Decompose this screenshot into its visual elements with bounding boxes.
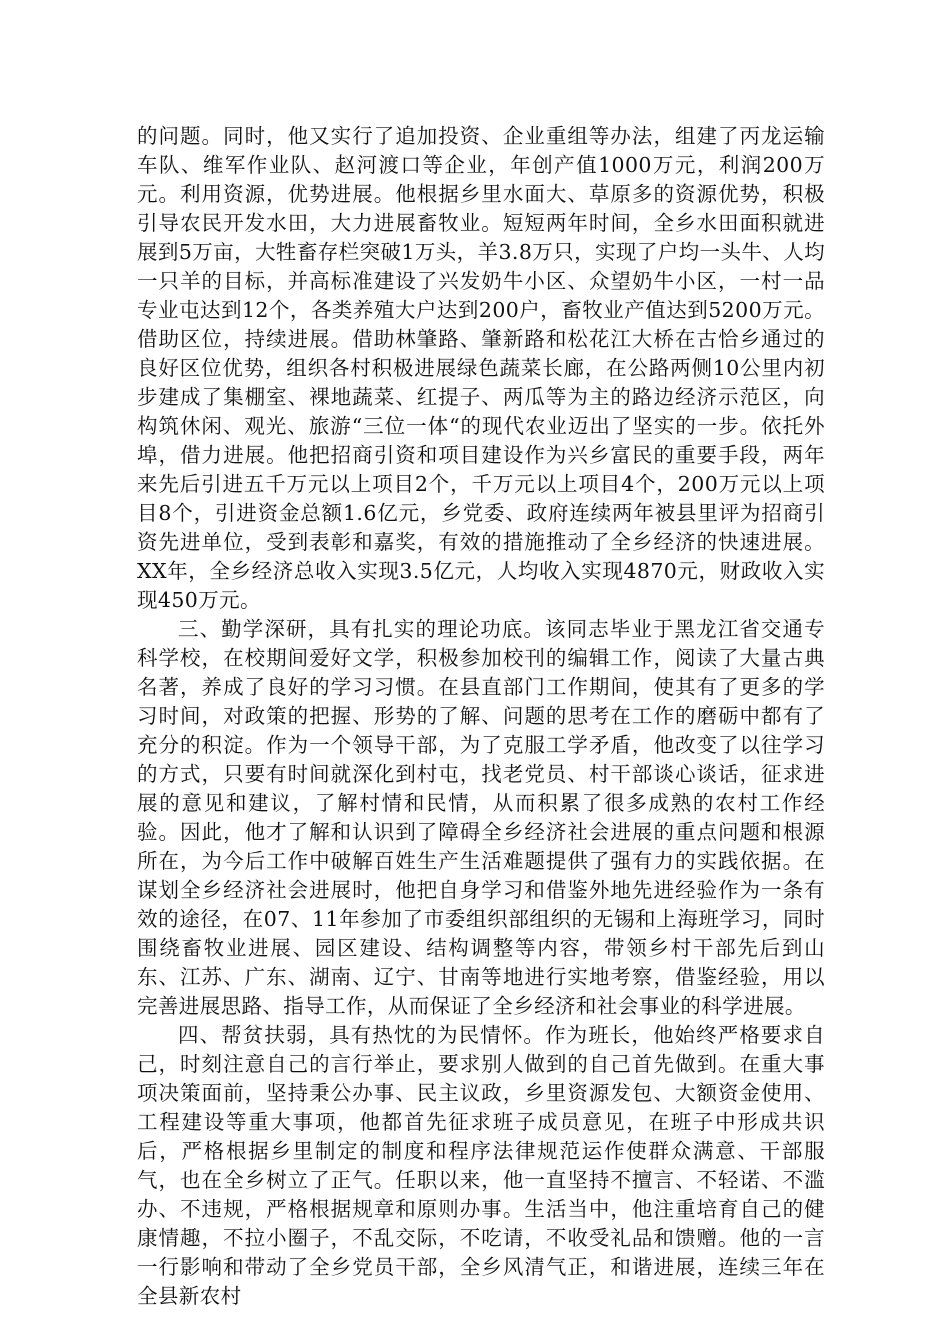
body-text (137, 122, 825, 1311)
paragraph-economy-development: 的问题。同时，他又实行了追加投资、企业重组等办法，组建了丙龙运输车队、维军作业队、赵河渡口等企业，年创产值1000万元，利润200万元。利用资源，优势进展。他根据乡里水面大、草原多的资源优势，积极引导农民开发水田，大力进展畜牧业。短短两年时间，全乡水田面积就进展到5万亩，大牲畜存栏突破1万头，羊3.8万只，实现了户均一头牛、人均一只羊的目标，并高标准建设了兴发奶牛小区、众望奶牛小区，一村一品专业屯达到12个，各类养殖大户达到200户，畜牧业产值达到5200万元。借助区位，持续进展。借助林肇路、肇新路和松花江大桥在古恰乡通过的良好区位优势，组织各村积极进展绿色蔬菜长廊，在公路两侧10公里内初步建成了集棚室、裸地蔬菜、红提子、两瓜等为主的路边经济示范区，向构筑休闲、观光、旅游“三位一体“的现代农业迈出了坚实的一步。依托外埠，借力进展。他把招商引资和项目建设作为兴乡富民的重要手段，两年来先后引进五千万元以上项目2个，千万元以上项目4个，200万元以上项目8个，引进资金总额1.6亿元，乡党委、政府连续两年被县里评为招商引资先进单位，受到表彰和嘉奖，有效的措施推动了全乡经济的快速进展。XX年，全乡经济总收入实现3.5亿元，人均收入实现4870元，财政收入实现450万元。 (137, 124, 825, 612)
paragraph-help-the-poor: 四、帮贫扶弱，具有热忱的为民情怀。作为班长，他始终严格要求自己，时刻注意自己的言行举止，要求别人做到的自己首先做到。在重大事项决策面前，坚持秉公办事、民主议政，乡里资源发包、大额资金使用、工程建设等重大事项，他都首先征求班子成员意见，在班子中形成共识后，严格根据乡里制定的制度和程序法律规范运作使群众满意、干部服气，也在全乡树立了正气。任职以来，他一直坚持不擅言、不轻诺、不滥办、不违规，严格根据规章和原则办事。生活当中，他注重培育自己的健康情趣，不拉小圈子，不乱交际，不吃请，不收受礼品和馈赠。他的一言一行影响和带动了全乡党员干部，全乡风清气正，和谐进展，连续三年在全县新农村 (137, 1023, 825, 1308)
paragraph-study-research: 三、勤学深研，具有扎实的理论功底。该同志毕业于黑龙江省交通专科学校，在校期间爱好文学，积极参加校刊的编辑工作，阅读了大量古典名著，养成了良好的学习习惯。在县直部门工作期间，使其有了更多的学习时间，对政策的把握、形势的了解、问题的思考在工作的磨砺中都有了充分的积淀。作为一个领导干部，为了克服工学矛盾，他改变了以往学习的方式，只要有时间就深化到村屯，找老党员、村干部谈心谈话，征求进展的意见和建议，了解村情和民情，从而积累了很多成熟的农村工作经验。因此，他才了解和认识到了障碍全乡经济社会进展的重点问题和根源所在，为今后工作中破解百姓生产生活难题提供了强有力的实践依据。在谋划全乡经济社会进展时，他把自身学习和借鉴外地先进经验作为一条有效的途径，在07、11年参加了市委组织部组织的无锡和上海班学习，同时围绕畜牧业进展、园区建设、结构调整等内容，带领乡村干部先后到山东、江苏、广东、湖南、辽宁、甘南等地进行实地考察，借鉴经验，用以完善进展思路、指导工作，从而保证了全乡经济和社会事业的科学进展。 (137, 617, 825, 1018)
